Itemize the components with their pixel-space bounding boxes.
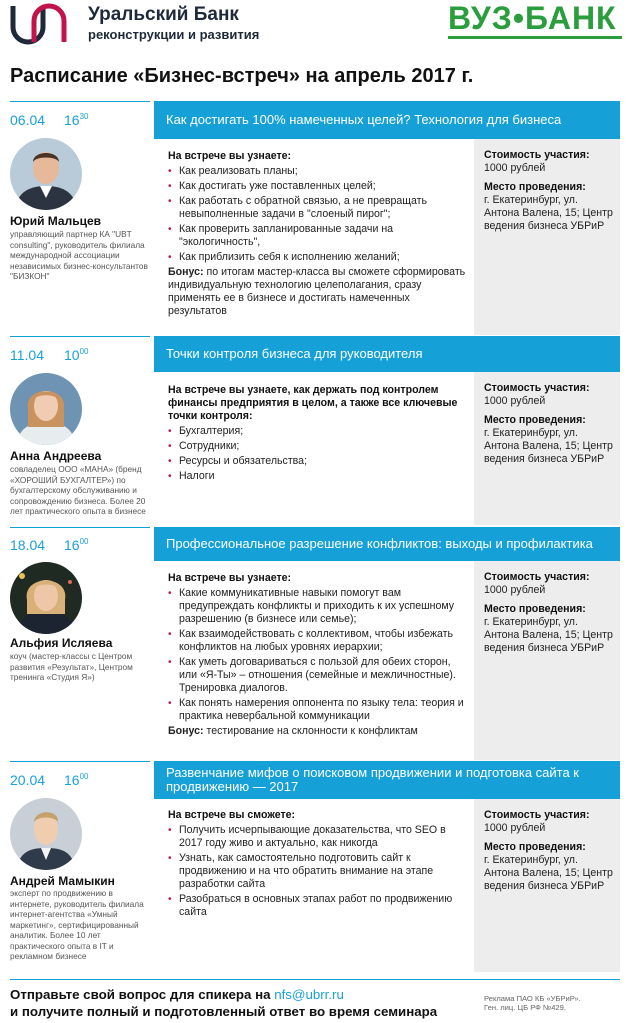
event-section-1 — [0, 101, 630, 335]
vuz-bank-logo — [448, 1, 622, 39]
agenda-item: • Налоги — [168, 470, 215, 482]
event-time: $16^{00}$ — [64, 537, 89, 553]
speaker-description: эксперт по продвижению в интернете, руководитель филиала интернет-агентства «Умный маркетинг», сертифицированный аналитик. Более 10 лет практического опыта в IT и рекламном бизнесе — [10, 888, 144, 961]
price-value: 1000 рублей — [484, 822, 546, 834]
event-time: $10^{00}$ — [64, 347, 89, 363]
event-topic-banner — [154, 761, 620, 799]
event-topic-banner — [154, 101, 620, 139]
email-link[interactable]: nfs@ubrr.ru — [274, 987, 344, 1002]
speaker-description: совладелец ООО «МАНА» (бренд «ХОРОШИЙ БУХГАЛТЕР») по бухгалтерскому обслуживанию и сопровождению бизнеса. Более 20 лет практического опыта в бизнесе — [10, 464, 146, 516]
event-info-panel — [474, 561, 620, 760]
agenda-item: • Как понять намерения оппонента по языку тела: теория и практика невербальной коммуникации — [168, 697, 464, 722]
event-agenda — [168, 572, 468, 738]
price-label: Стоимость участия: — [484, 809, 590, 821]
bullet-icon: • — [168, 894, 172, 905]
agenda-item: • Как проверить запланированные задачи на "экологичность", — [168, 223, 394, 248]
bullet-icon: • — [168, 698, 172, 709]
agenda-item: • Разобраться в основных этапах работ по продвижению сайта — [168, 893, 453, 918]
bullet-icon: • — [168, 825, 172, 836]
speaker-avatar-icon — [10, 798, 82, 870]
event-section-2 — [0, 335, 630, 525]
event-topic: Развенчание мифов о поисковом продвижении и подготовка сайта к продвижению — 2017 — [166, 765, 579, 794]
event-date: 20.04 — [10, 772, 46, 788]
event-topic-banner — [154, 527, 620, 561]
bank-name: Уральский Банк — [88, 4, 239, 25]
section-divider — [10, 527, 150, 528]
event-section-3 — [0, 526, 630, 760]
ubrr-logo-icon — [10, 3, 68, 45]
vuz-bank-logo-text: ВУЗ•БАНК — [448, 0, 617, 36]
event-time: $16^{00}$ — [64, 772, 89, 788]
bullet-icon: • — [168, 629, 172, 640]
agenda-list — [168, 165, 468, 264]
event-info-panel — [474, 799, 620, 972]
section-divider — [10, 101, 150, 102]
event-info-panel — [474, 139, 620, 335]
section-divider — [10, 761, 150, 762]
speaker-photo — [10, 373, 82, 445]
bullet-icon: • — [168, 853, 172, 864]
event-date: 06.04 — [10, 112, 46, 128]
event-info-panel — [474, 372, 620, 525]
venue-label: Место проведения: — [484, 414, 586, 426]
bullet-icon: • — [168, 426, 172, 437]
bullet-icon: • — [168, 166, 172, 177]
event-topic: Профессиональное разрешение конфликтов: выходы и профилактика — [166, 536, 593, 551]
price-label: Стоимость участия: — [484, 149, 590, 161]
speaker-photo — [10, 798, 82, 870]
agenda-lead: На встрече вы узнаете, как держать под контролем финансы предприятия в целом, а также все ключевые точки контроля: — [168, 384, 458, 422]
price-value: 1000 рублей — [484, 395, 546, 407]
event-date: 11.04 — [10, 347, 44, 363]
agenda-item: • Как реализовать планы; — [168, 165, 298, 177]
speaker-avatar-icon — [10, 138, 82, 210]
agenda-item: • Ресурсы и обязательства; — [168, 455, 308, 467]
footer-divider — [10, 979, 620, 980]
agenda-list — [168, 425, 468, 483]
venue-value: г. Екатеринбург, ул. Антона Валена, 15; Центр ведения бизнеса УБРиР — [484, 854, 613, 892]
bullet-icon: • — [168, 196, 172, 207]
agenda-item: • Как работать с обратной связью, а не превращать невыполненные задачи в "слоеный пирог"; — [168, 195, 428, 220]
agenda-item: • Какие коммуникативные навыки помогут вам предупреждать конфликты и приходить к их успешному разрешению (в бизнесе или семье); — [168, 587, 455, 625]
price-value: 1000 рублей — [484, 584, 546, 596]
agenda-lead: На встрече вы сможете: — [168, 809, 296, 821]
event-section-4 — [0, 760, 630, 972]
legal-notice: Реклама ПАО КБ «УБРиР». Ген. лиц. ЦБ РФ №429. — [484, 994, 581, 1012]
bank-name-block — [88, 5, 259, 41]
agenda-bonus: Бонус: тестирование на склонности к конфликтам — [168, 725, 418, 737]
agenda-lead: На встрече вы узнаете: — [168, 572, 292, 584]
agenda-item: • Как достигать уже поставленных целей; — [168, 180, 376, 192]
bullet-icon: • — [168, 441, 172, 452]
bullet-icon: • — [168, 588, 172, 599]
vuz-bank-underline — [448, 36, 622, 39]
agenda-list — [168, 587, 468, 723]
header — [0, 0, 630, 52]
bullet-icon: • — [168, 252, 172, 263]
event-agenda — [168, 150, 468, 318]
venue-label: Место проведения: — [484, 841, 586, 853]
speaker-avatar-icon — [10, 562, 82, 634]
venue-value: г. Екатеринбург, ул. Антона Валена, 15; Центр ведения бизнеса УБРиР — [484, 427, 613, 465]
price-value: 1000 рублей — [484, 162, 546, 174]
speaker-name: Альфия Исляева — [10, 636, 113, 650]
agenda-item: • Узнать, как самостоятельно подготовить сайт к продвижению и на что обратить внимание на этапе разработки сайта — [168, 852, 434, 890]
event-date: 18.04 — [10, 537, 46, 553]
speaker-description: коуч (мастер-классы с Центром развития «Результат», Центром тренинга «Студия Я») — [10, 651, 133, 682]
bullet-icon: • — [168, 456, 172, 467]
agenda-item: • Как взаимодействовать с коллективом, чтобы избежать конфликтов на любых уровнях иерархии; — [168, 628, 454, 653]
speaker-name: Юрий Мальцев — [10, 214, 102, 228]
agenda-item: • Сотрудники; — [168, 440, 240, 452]
bullet-icon: • — [168, 181, 172, 192]
speaker-avatar-icon — [10, 373, 82, 445]
footer-question: Отправьте свой вопрос для спикера на nfs@ubrr.ru и получите полный и подготовленный ответ во время семинара — [10, 987, 438, 1019]
speaker-photo — [10, 562, 82, 634]
bullet-icon: • — [168, 657, 172, 668]
agenda-item: • Бухгалтерия; — [168, 425, 244, 437]
speaker-description: управляющий партнер КА "UBT consulting", руководитель филиала международной ассоциации независимых бизнес-консультантов "БИЗКОН" — [10, 229, 148, 281]
venue-value: г. Екатеринбург, ул. Антона Валена, 15; Центр ведения бизнеса УБРиР — [484, 194, 613, 232]
bullet-icon: • — [168, 224, 172, 235]
agenda-item: • Как приблизить себя к исполнению желаний; — [168, 251, 400, 263]
speaker-name: Анна Андреева — [10, 449, 102, 463]
agenda-lead: На встрече вы узнаете: — [168, 150, 292, 162]
bullet-icon: • — [168, 471, 172, 482]
agenda-list — [168, 824, 468, 919]
section-divider — [10, 336, 150, 337]
speaker-name: Андрей Мамыкин — [10, 874, 115, 888]
price-label: Стоимость участия: — [484, 382, 590, 394]
event-topic: Как достигать 100% намеченных целей? Технология для бизнеса — [166, 112, 562, 127]
price-label: Стоимость участия: — [484, 571, 590, 583]
event-agenda — [168, 384, 468, 485]
agenda-item: • Получить исчерпывающие доказательства, что SEO в 2017 году живо и актуально, как никогда — [168, 824, 446, 849]
bank-subtitle: реконструкции и развития — [88, 27, 260, 42]
venue-label: Место проведения: — [484, 181, 586, 193]
event-topic-banner — [154, 336, 620, 372]
event-topic: Точки контроля бизнеса для руководителя — [166, 346, 423, 361]
venue-value: г. Екатеринбург, ул. Антона Валена, 15; Центр ведения бизнеса УБРиР — [484, 616, 613, 654]
speaker-photo — [10, 138, 82, 210]
event-agenda — [168, 809, 468, 921]
agenda-bonus: Бонус: по итогам мастер-класса вы сможете сформировать индивидуальную технологию целеполагания, сразу применять ее в бизнесе и достигать намеченных результатов — [168, 266, 466, 317]
agenda-item: • Как уметь договариваться с пользой для обеих сторон, или «Я-Ты» – отношения (семейные и межличностные). Тренировка диалогов. — [168, 656, 456, 694]
venue-label: Место проведения: — [484, 603, 586, 615]
event-time: $16^{30}$ — [64, 112, 89, 128]
page-title: Расписание «Бизнес-встреч» на апрель 2017 г. — [10, 65, 474, 87]
